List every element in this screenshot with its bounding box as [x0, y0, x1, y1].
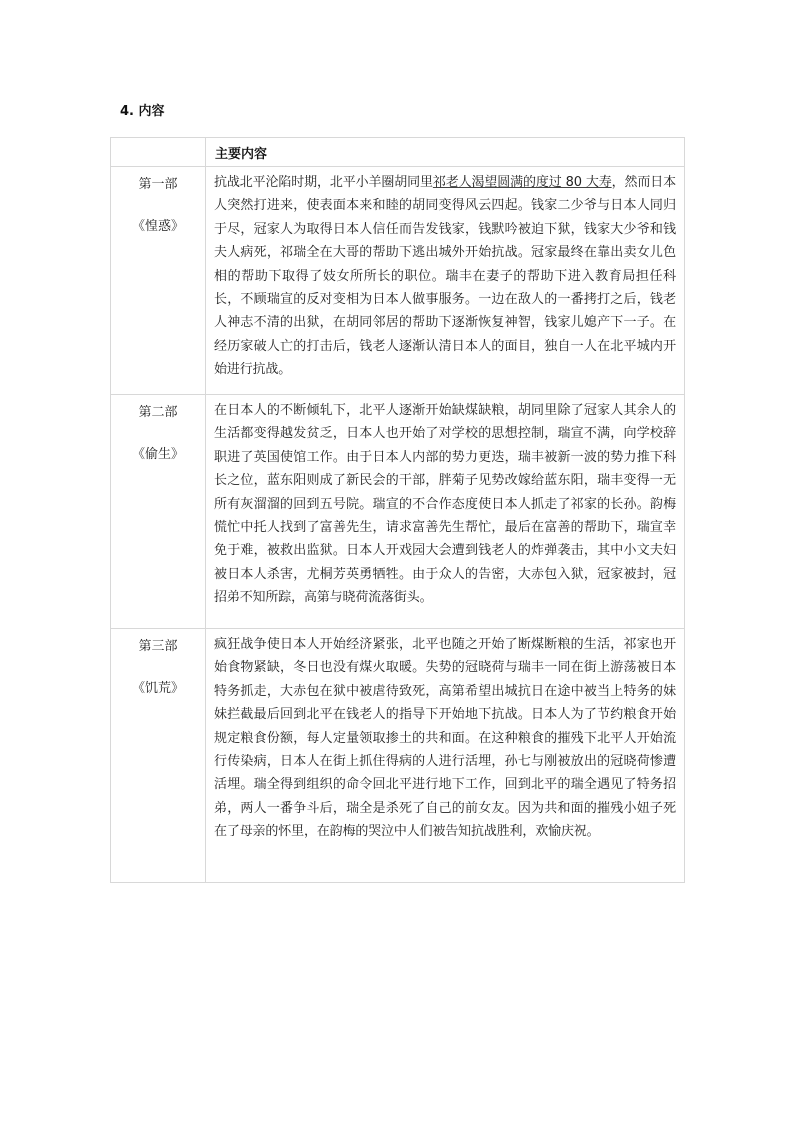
- summary-text: 抗战北平沦陷时期，北平小羊圈胡同里: [214, 175, 433, 190]
- content-table: [110, 137, 685, 883]
- part-cell: [111, 167, 206, 395]
- header-main-content: 主要内容: [206, 138, 685, 167]
- part-summary: 在日本人的不断倾轧下，北平人逐渐开始缺煤缺粮，胡同里除了冠家人其余人的生活都变得越发贫乏，日本人也开始了对学校的思想控制，瑞宣不满，向学校辞职进了英国使馆工作。由于日本人内部的势力更迭，瑞丰被新一波的势力推下科长之位，蓝东阳则成了新民会的干部，胖菊子见势改嫁给蓝东阳，瑞丰变得一无所有灰溜溜的回到五号院。瑞宣的不合作态度使日本人抓走了祁家的长孙。韵梅慌忙中托人找到了富善先生，请求富善先生帮忙，最后在富善的帮助下，瑞宣幸免于难，被救出监狱。日本人开戏园大会遭到钱老人的炸弹袭击，其中小文夫妇被日本人杀害，尤桐芳英勇牺牲。由于众人的告密，大赤包入狱，冠家被封，冠招弟不知所踪，高第与晓荷流落街头。: [206, 395, 685, 629]
- part-cell: [111, 629, 206, 883]
- section-title: 4. 内容: [120, 104, 165, 119]
- part-title: 《饥荒》: [131, 681, 184, 696]
- header-empty-cell: [111, 138, 206, 167]
- table-row: [111, 629, 685, 883]
- part-summary: [206, 167, 685, 395]
- table-header-row: [111, 138, 685, 167]
- part-cell: [111, 395, 206, 629]
- part-title: 《惶惑》: [131, 219, 184, 234]
- summary-underlined-text: 祁老人渴望圆满的度过 80 大寿: [432, 175, 612, 190]
- part-summary: 疯狂战争使日本人开始经济紧张，北平也随之开始了断煤断粮的生活，祁家也开始食物紧缺，冬日也没有煤火取暖。失势的冠晓荷与瑞丰一同在街上游荡被日本特务抓走，大赤包在狱中被虐待致死，高第希望出城抗日在途中被当上特务的妹妹拦截最后回到北平在钱老人的指导下开始地下抗战。日本人为了节约粮食开始规定粮食份额，每人定量领取掺土的共和面。在这种粮食的摧残下北平人开始流行传染病，日本人在街上抓住得病的人进行活埋，孙七与刚被放出的冠晓荷惨遭活埋。瑞全得到组织的命令回北平进行地下工作，回到北平的瑞全遇见了特务招弟，两人一番争斗后，瑞全是杀死了自己的前女友。因为共和面的摧残小妞子死在了母亲的怀里，在韵梅的哭泣中人们被告知抗战胜利，欢愉庆祝。: [206, 629, 685, 883]
- part-number: 第二部: [138, 405, 178, 420]
- summary-text: ，然而日本人突然打进来，使表面本来和睦的胡同变得风云四起。钱家二少爷与日本人同归于尽，冠家人为取得日本人信任而告发钱家，钱默吟被迫下狱，钱家大少爷和钱夫人病死，祁瑞全在大哥的帮助下逃出城外开始抗战。冠家最终在靠出卖女儿色相的帮助下取得了妓女所所长的职位。瑞丰在妻子的帮助下进入教育局担任科长，不顾瑞宣的反对变相为日本人做事服务。一边在敌人的一番拷打之后，钱老人神志不清的出狱，在胡同邻居的帮助下逐渐恢复神智，钱家儿媳产下一子。在经历家破人亡的打击后，钱老人逐渐认清日本人的面目，独自一人在北平城内开始进行抗战。: [214, 175, 676, 378]
- table-row: [111, 395, 685, 629]
- part-number: 第一部: [138, 177, 178, 192]
- part-number: 第三部: [138, 639, 178, 654]
- table-row: [111, 167, 685, 395]
- part-title: 《偷生》: [131, 447, 184, 462]
